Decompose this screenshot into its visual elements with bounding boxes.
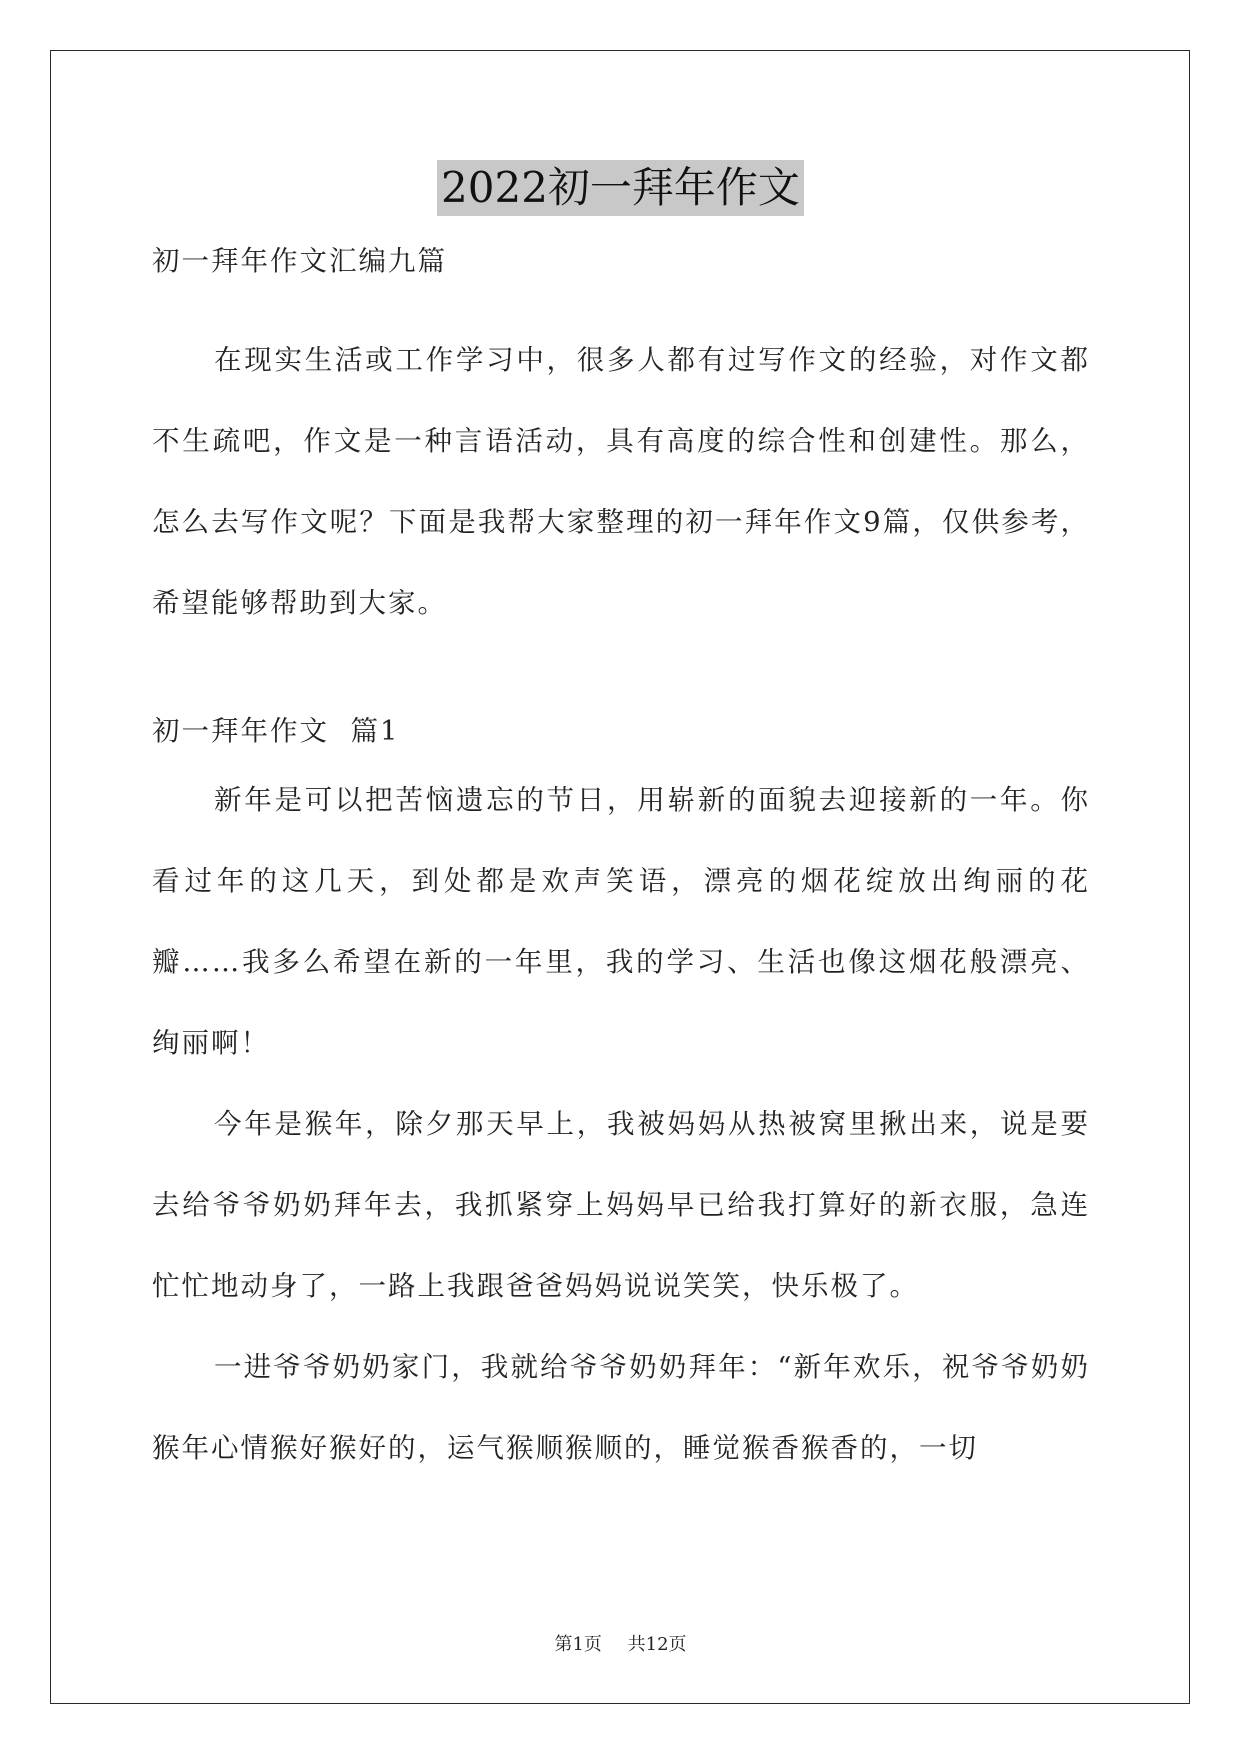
body-paragraph-3: 一进爷爷奶奶家门，我就给爷爷奶奶拜年：“新年欢乐，祝爷爷奶奶猴年心情猴好猴好的，运气猴顺猴顺的，睡觉猴香猴香的，一切 — [152, 1351, 1090, 1464]
document-title: 2022初一拜年作文 — [437, 160, 804, 216]
section-heading: 初一拜年作文 篇1 — [152, 715, 400, 747]
intro-paragraph: 在现实生活或工作学习中，很多人都有过写作文的经验，对作文都不生疏吧，作文是一种言语活动，具有高度的综合性和创建性。那么，怎么去写作文呢？下面是我帮大家整理的初一拜年作文9篇，仅供参考，希望能够帮助到大家。 — [152, 344, 1090, 619]
page-total: 共12页 — [627, 1634, 687, 1655]
page-number: 第1页 — [554, 1634, 602, 1655]
body-paragraph-2: 今年是猴年，除夕那天早上，我被妈妈从热被窝里揪出来，说是要去给爷爷奶奶拜年去，我抓紧穿上妈妈早已给我打算好的新衣服，急连忙忙地动身了，一路上我跟爸爸妈妈说说笑笑，快乐极了。 — [152, 1108, 1090, 1302]
document-body — [152, 238, 1090, 1489]
title-container — [0, 160, 1241, 216]
body-paragraph-1: 新年是可以把苦恼遗忘的节日，用崭新的面貌去迎接新的一年。你看过年的这几天，到处都是欢声笑语，漂亮的烟花绽放出绚丽的花瓣……我多么希望在新的一年里，我的学习、生活也像这烟花般漂亮、绚丽啊！ — [152, 784, 1090, 1059]
document-subtitle: 初一拜年作文汇编九篇 — [152, 245, 447, 277]
page-footer — [0, 1630, 1241, 1656]
